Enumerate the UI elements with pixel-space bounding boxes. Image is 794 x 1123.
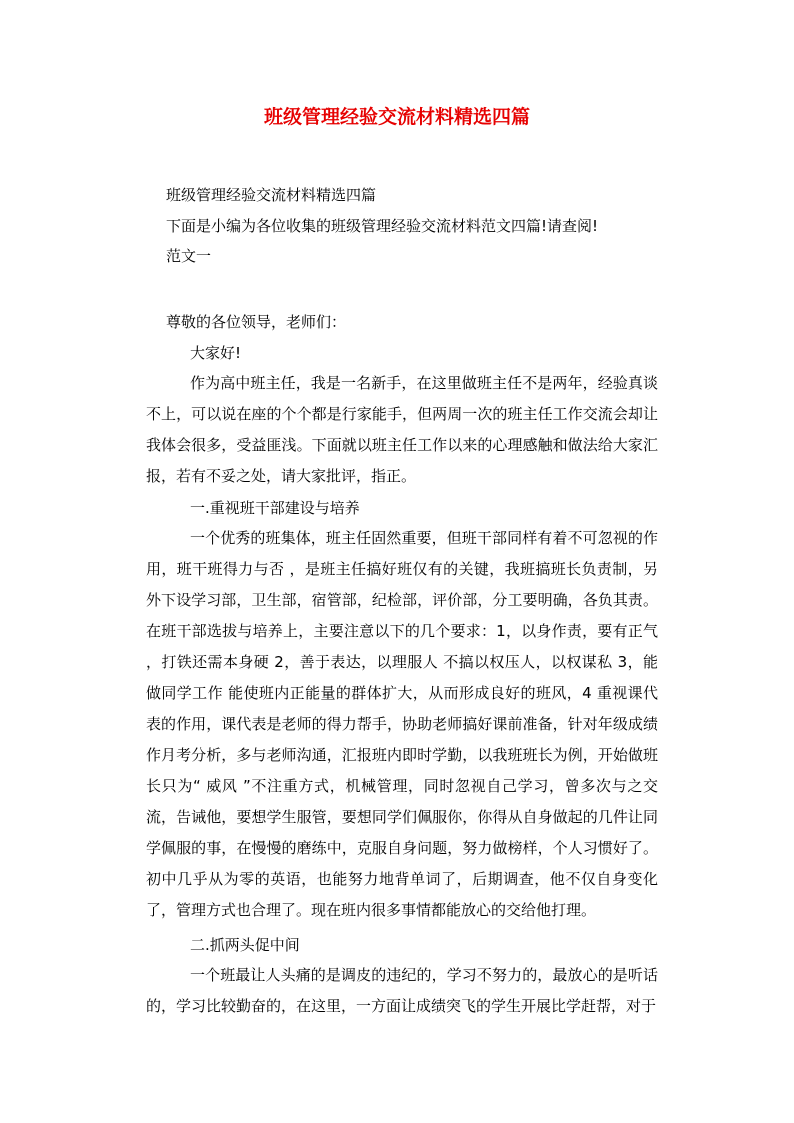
heading-1: 一.重视班干部建设与培养 — [190, 499, 360, 517]
paragraph-3: 一个班最让人头痛的是调皮的违纪的，学习不努力的，最放心的是听话的，学习比较勤奋的，在这里，一方面让成绩突飞的学生开展比学赶帮，对于 — [146, 966, 658, 1015]
paragraph-2: 一个优秀的班集体，班主任固然重要，但班干部同样有着不可忽视的作用，班干班得力与否 ，是班主任搞好班仅有的关键，我班搞班长负责制，另外下设学习部，卫生部，宿管部，纪检部，评价部，分工要明确，各负其责。在班干部选拔与培养上，主要注意以下的几个要求：1，以身作责，要有正气 ，打铁还需本身硬 2，善于表达，以理服人 不搞以权压人，以权谋私 3，能做同学工作 能使班内正能量的群体扩大，从而形成良好的班风，4 重视课代表的作用，课代表是老师的得力帮手，协助老师搞好课前准备，针对年级成绩作月考分析，多与老师沟通，汇报班内即时学勤，以我班班长为例，开始做班长只为“ 威风 ”不注重方式，机械管理，同时忽视自己学习，曾多次与之交流，告诫他，要想学生服管，要想同学们佩服你，你得从自身做起的几件让同学佩服的事，在慢慢的磨练中，克服自身问题，努力做榜样，个人习惯好了。初中几乎从为零的英语，也能努力地背单词了，后期调查，他不仅自身变化了，管理方式也合理了。现在班内很多事情都能放心的交给他打理。 — [146, 529, 658, 919]
document-title: 班级管理经验交流材料精选四篇 — [263, 106, 530, 128]
section-label: 范文一 — [166, 247, 212, 265]
document-subtitle: 班级管理经验交流材料精选四篇 — [166, 186, 377, 204]
salutation: 尊敬的各位领导，老师们： — [166, 313, 347, 331]
greeting: 大家好! — [190, 344, 242, 362]
paragraph-1: 作为高中班主任，我是一名新手，在这里做班主任不是两年，经验真谈不上，可以说在座的个个都是行家能手，但两周一次的班主任工作交流会却让我体会很多，受益匪浅。下面就以班主任工作以来的心理感触和做法给大家汇报，若有不妥之处，请大家批评，指正。 — [146, 374, 658, 485]
intro-text: 下面是小编为各位收集的班级管理经验交流材料范文四篇!请查阅! — [166, 217, 599, 235]
heading-2: 二.抓两头促中间 — [190, 936, 300, 954]
